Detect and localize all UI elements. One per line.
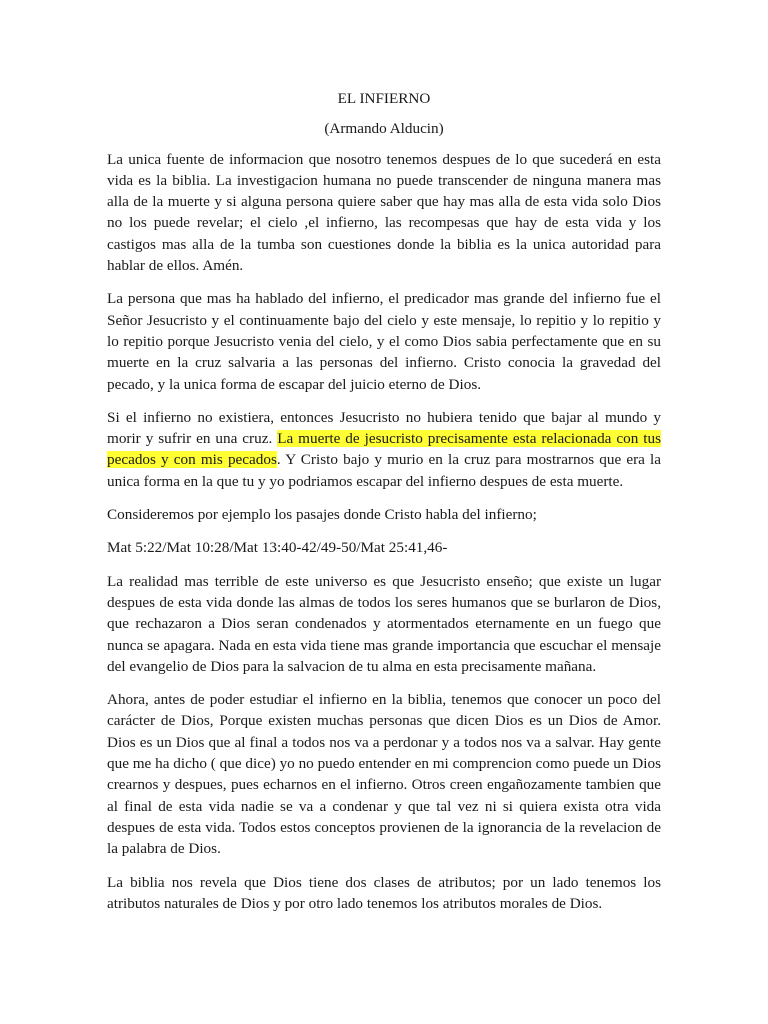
paragraph-3 — [107, 407, 661, 492]
scripture-references: Mat 5:22/Mat 10:28/Mat 13:40-42/49-50/Mat 25:41,46- — [107, 539, 448, 557]
highlighted-text: La muerte de jesucristo precisamente esta relacionada con tus pecados y con mis pecados — [107, 430, 661, 469]
paragraph-2: La persona que mas ha hablado del infierno, el predicador mas grande del infierno fue el Señor Jesucristo y el continuamente bajo del cielo y este mensaje, lo repitio y lo repitio y lo repitio porque Jesucristo venia del cielo, y el como Dios sabia perfectamente que en su muerte en la cruz salvaria a las personas del infierno. Cristo conocia la gravedad del pecado, y la unica forma de escapar del juicio eterno de Dios. — [107, 290, 661, 393]
paragraph-7: Ahora, antes de poder estudiar el infierno en la biblia, tenemos que conocer un poco del carácter de Dios, Porque existen muchas personas que dicen Dios es un Dios de Amor. Dios es un Dios que al final a todos nos va a perdonar y a todos nos va a salvar. Hay gente que me ha dicho ( que dice) yo no puedo entender en mi comprencion como puede un Dios crearnos y despues, pues echarnos en el infierno. Otros creen engañozamente tambien que al final de esta vida nadie se va a condenar y que tal vez ni si quiera exista otra vida despues de esta vida. Todos estos conceptos provienen de la ignorancia de la revelacion de la palabra de Dios. — [107, 691, 661, 858]
document-author: (Armando Alducin) — [324, 120, 444, 138]
paragraph-3-text-before: Si el infierno no existiera, entonces Jesucristo no hubiera tenido que bajar al mundo y morir y sufrir en una cruz. — [107, 408, 661, 448]
paragraph-1: La unica fuente de informacion que nosotro tenemos despues de lo que sucederá en esta vida es la biblia. La investigacion humana no puede transcender de ninguna manera mas alla de la muerte y si alguna persona quiere saber que hay mas alla de esta vida solo Dios no los puede revelar; el cielo ,el infierno, las recompesas que hay de esta vida y los castigos mas alla de la tumba son cuestiones donde la biblia es la unica autoridad para hablar de ellos. Amén. — [107, 150, 661, 275]
paragraph-6: La realidad mas terrible de este universo es que Jesucristo enseño; que existe un lugar despues de esta vida donde las almas de todos los seres humanos que se burlaron de Dios, que rechazaron a Dios seran condenados y atormentados eternamente en un fuego que nunca se apagara. Nada en esta vida tiene mas grande importancia que escuchar el mensaje del evangelio de Dios para la salvacion de tu alma en esta precisamente mañana. — [107, 572, 661, 675]
paragraph-8: La biblia nos revela que Dios tiene dos clases de atributos; por un lado tenemos los atributos naturales de Dios y por otro lado tenemos los atributos morales de Dios. — [107, 873, 661, 912]
paragraph-4: Consideremos por ejemplo los pasajes donde Cristo habla del infierno; — [107, 506, 537, 524]
paragraph-3-text-after: . Y Cristo bajo y murio en la cruz para mostrarnos que era la unica forma en la que tu y yo podriamos escapar del infierno despues de esta muerte. — [107, 451, 661, 490]
document-title: EL INFIERNO — [337, 90, 431, 107]
document-page — [107, 88, 661, 926]
